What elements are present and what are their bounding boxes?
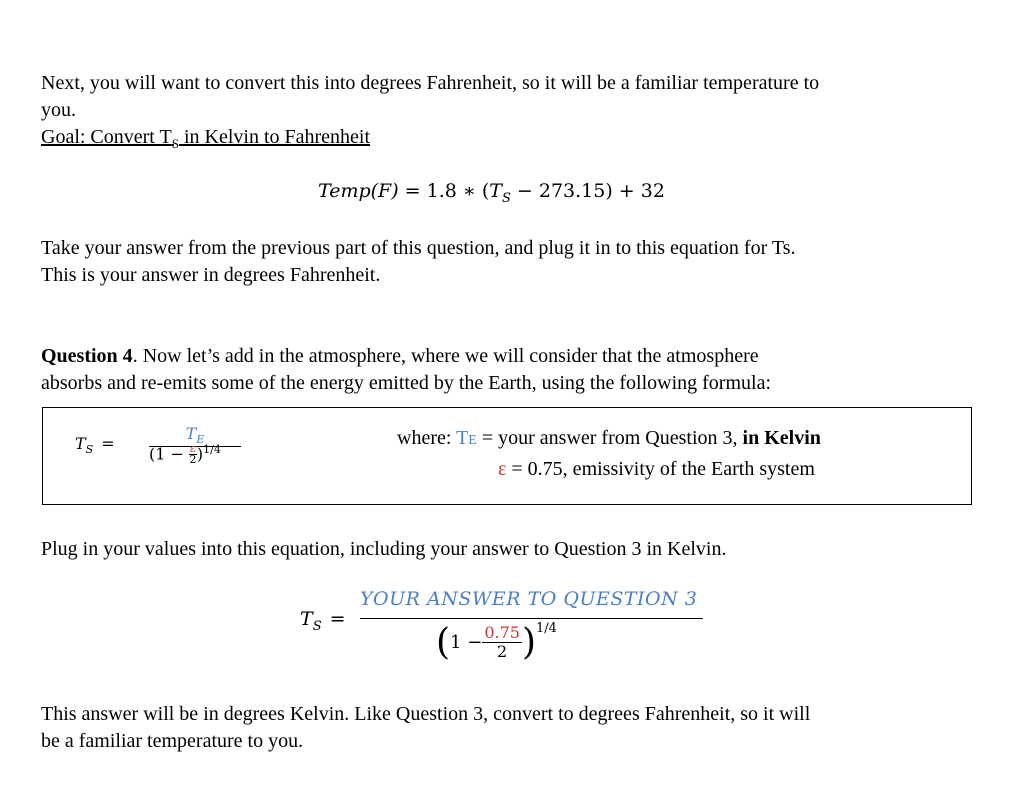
eq1-rhs-a: = 1.8 ∗ (: [398, 180, 490, 202]
formula-te-sub: E: [196, 433, 205, 447]
formula-two: 2: [189, 453, 197, 467]
where-eps: ε: [498, 458, 507, 480]
eq2-fraction-bar: [360, 618, 703, 619]
formula-den-a: (1 −: [149, 444, 189, 464]
where-bold: in Kelvin: [742, 427, 821, 449]
where-te: T: [456, 427, 469, 449]
goal-heading: [41, 124, 370, 157]
eq2-ts: T: [300, 608, 313, 630]
closing-line-2: be a familiar temperature to you.: [41, 730, 304, 752]
eq2-equals: =: [329, 608, 346, 630]
goal-suffix: in Kelvin to Fahrenheit: [178, 126, 371, 148]
where-te-sub: E: [468, 433, 477, 448]
eq2-one-minus: 1 −: [450, 632, 483, 653]
formula-box: [42, 407, 972, 505]
formula-ts-sub: S: [85, 443, 94, 457]
eq1-ts: T: [489, 180, 502, 202]
question-4-text-1: . Now let’s add in the atmosphere, where we will consider that the atmosphere: [132, 345, 759, 367]
closing-line-1: This answer will be in degrees Kelvin. Like Question 3, convert to degrees Fahrenheit, so it will: [41, 703, 811, 725]
where-prefix: where:: [397, 427, 457, 449]
formula-equals: =: [101, 434, 115, 453]
eq2-numerator: YOUR ANSWER TO QUESTION 3: [360, 588, 698, 610]
question-4-line-2: absorbs and re-emits some of the energy emitted by the Earth, using the following formula:: [41, 372, 772, 394]
eq1-ts-sub: S: [501, 190, 511, 206]
formula-den-b: ): [196, 444, 204, 464]
question-4-line-1: [41, 343, 759, 370]
eq2-two: 2: [497, 642, 508, 661]
eq2-ts-sub: S: [312, 618, 322, 634]
plug-text-line-1: Take your answer from the previous part of this question, and plug it in to this equation for Ts.: [41, 237, 796, 259]
formula-eps: ε: [190, 442, 196, 456]
eq1-lhs: Temp(F): [318, 180, 399, 202]
intro-line-2: you.: [41, 99, 76, 121]
intro-line-1: Next, you will want to convert this into degrees Fahrenheit, so it will be a familiar temperature to: [41, 72, 820, 94]
formula-ts: T: [75, 434, 86, 453]
eq2-eps-value: 0.75: [484, 623, 520, 642]
formula-exp: 1/4: [203, 443, 221, 456]
eq1-rhs-b: − 273.15) + 32: [510, 180, 665, 202]
plug-text-line-2: This is your answer in degrees Fahrenheit.: [41, 264, 381, 286]
eq2-exp: 1/4: [535, 621, 557, 636]
answer-equation: [300, 586, 720, 686]
where-block: [397, 424, 821, 483]
plug-in-text: Plug in your values into this equation, including your answer to Question 3 in Kelvin.: [41, 538, 727, 560]
eq2-open-paren: (: [436, 621, 451, 663]
where-te-rest: = your answer from Question 3,: [476, 427, 743, 449]
formula-te: T: [185, 424, 197, 443]
fahrenheit-equation: [318, 180, 665, 206]
eq2-close-paren: ): [521, 621, 536, 663]
goal-prefix: Goal: Convert T: [41, 126, 172, 148]
question-4-label: Question 4: [41, 345, 133, 367]
goal-sub: S: [171, 136, 179, 151]
where-eps-rest: = 0.75, emissivity of the Earth system: [506, 458, 815, 480]
